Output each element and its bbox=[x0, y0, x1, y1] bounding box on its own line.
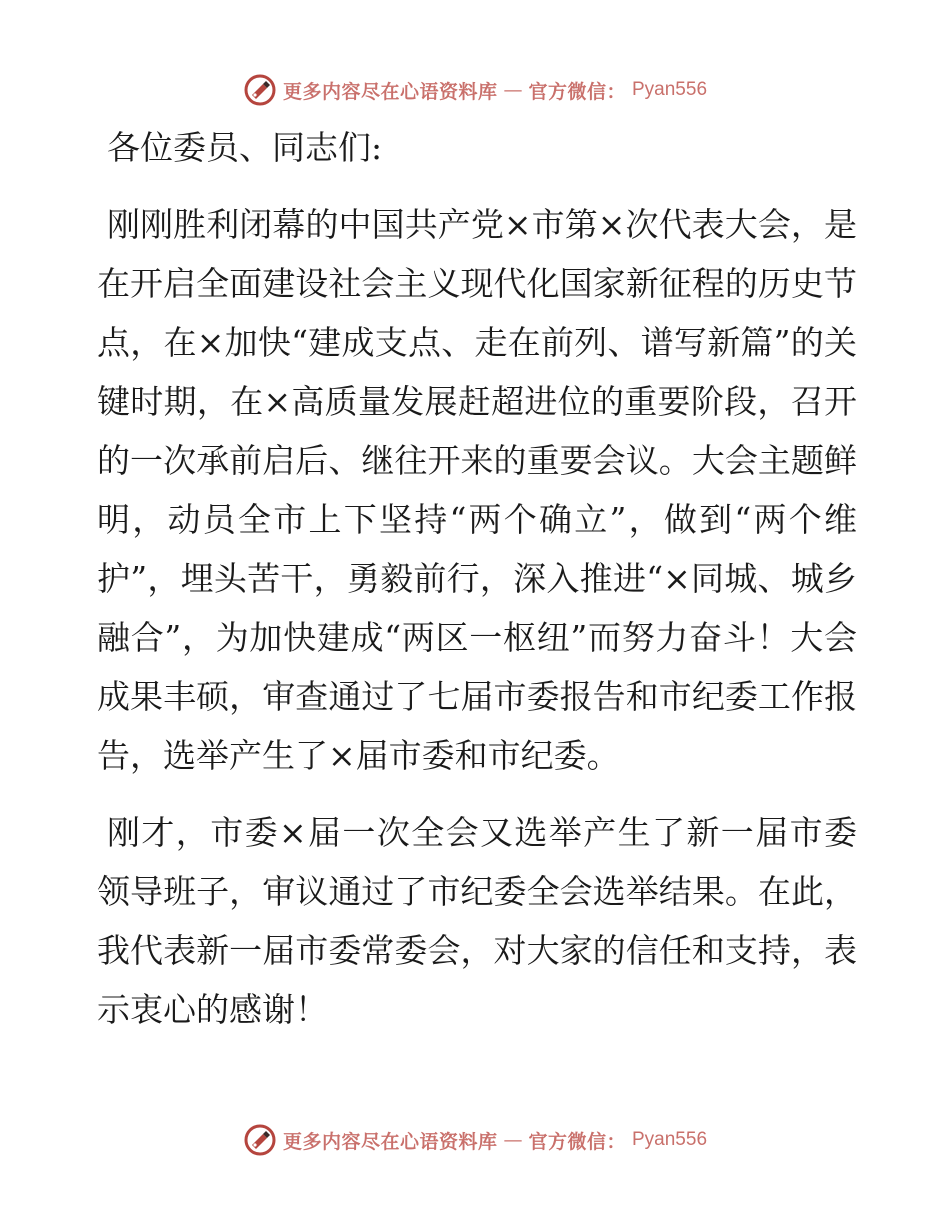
paragraph-1: 刚刚胜利闭幕的中国共产党×市第×次代表大会，是在开启全面建设社会主义现代化国家新征程的历史节点，在×加快“建成支点、走在前列、谱写新篇”的关键时期，在×高质量发展赶超进位的重要阶段，召开的一次承前启后、继往开来的重要会议。大会主题鲜明，动员全市上下坚持“两个确立”，做到“两个维护”，埋头苦干，勇毅前行，深入推进“×同城、城乡融合”，为加快建成“两区一枢纽”而努力奋斗！大会成果丰硕，审查通过了七届市委报告和市纪委工作报告，选举产生了×届市委和市纪委。 bbox=[97, 205, 857, 775]
pen-logo-icon bbox=[243, 73, 277, 107]
greeting: 各位委员、同志们: bbox=[107, 128, 383, 167]
banner-dash: — bbox=[503, 79, 523, 101]
banner-dash: — bbox=[503, 1129, 523, 1151]
banner-slogan: 更多内容尽在心语资料库 bbox=[282, 1130, 498, 1153]
banner-wechat-id: Pyan556 bbox=[632, 1129, 708, 1150]
footer-banner bbox=[0, 1120, 950, 1160]
banner-wechat-id: Pyan556 bbox=[632, 79, 708, 100]
document-body bbox=[97, 118, 857, 1039]
banner-slogan: 更多内容尽在心语资料库 bbox=[282, 80, 498, 103]
banner-wechat-label: 官方微信： bbox=[528, 1130, 626, 1153]
pen-logo-icon bbox=[243, 1123, 277, 1157]
banner-wechat-label: 官方微信： bbox=[528, 80, 626, 103]
paragraph-2: 刚才，市委×届一次全会又选举产生了新一届市委领导班子，审议通过了市纪委全会选举结果。在此，我代表新一届市委常委会，对大家的信任和支持，表示衷心的感谢！ bbox=[97, 813, 857, 1029]
header-banner bbox=[0, 70, 950, 110]
